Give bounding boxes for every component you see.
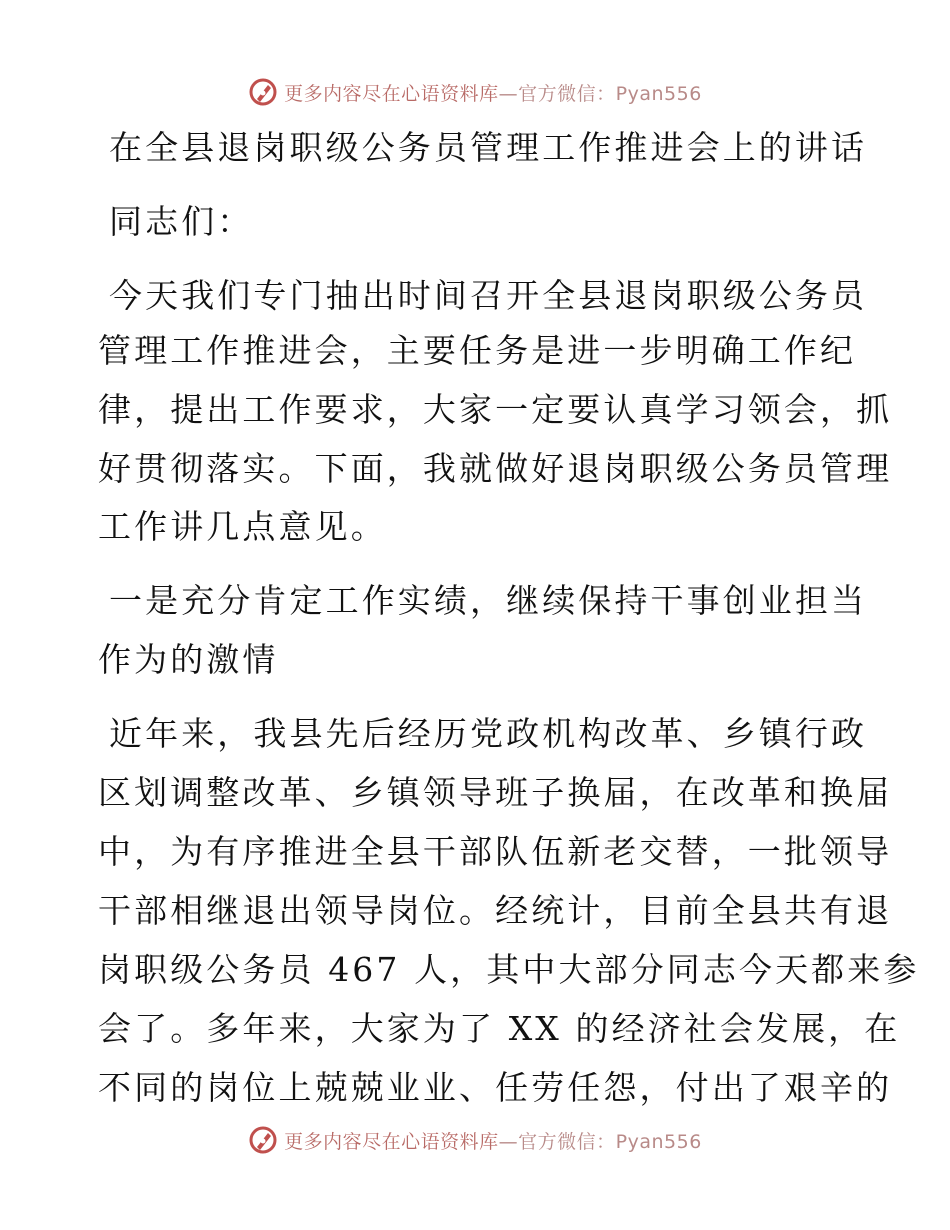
watermark-text: 更多内容尽在心语资料库—官方微信：Pyan556 (284, 1130, 702, 1153)
paragraph-3-line-1: 近年来，我县先后经历党政机构改革、乡镇行政 (109, 714, 868, 753)
paragraph-1-line-5: 工作讲几点意见。 (98, 507, 387, 546)
paragraph-1-line-2: 管理工作推进会，主要任务是进一步明确工作纪 (98, 331, 857, 370)
paragraph-1-line-3: 律，提出工作要求，大家一定要认真学习领会，抓 (98, 390, 893, 429)
paragraph-3-line-2: 区划调整改革、乡镇领导班子换届，在改革和换届 (98, 773, 893, 812)
paragraph-3-line-6: 会了。多年来，大家为了 XX 的经济社会发展，在 (98, 1009, 901, 1048)
section-heading-line-2: 作为的激情 (98, 640, 279, 679)
header-watermark (0, 72, 950, 112)
salutation: 同志们： (109, 202, 254, 241)
pen-logo-icon (248, 77, 278, 107)
footer-watermark (0, 1120, 950, 1160)
section-heading-line-1: 一是充分肯定工作实绩，继续保持干事创业担当 (109, 581, 868, 620)
pen-logo-icon (248, 1125, 278, 1155)
paragraph-3-line-3: 中，为有序推进全县干部队伍新老交替，一批领导 (98, 832, 893, 871)
paragraph-3-line-7: 不同的岗位上兢兢业业、任劳任怨，付出了艰辛的 (98, 1068, 893, 1107)
paragraph-3-line-5: 岗职级公务员 467 人，其中大部分同志今天都来参 (98, 950, 920, 989)
watermark-text: 更多内容尽在心语资料库—官方微信：Pyan556 (284, 82, 702, 105)
paragraph-1-line-4: 好贯彻落实。下面，我就做好退岗职级公务员管理 (98, 449, 893, 488)
document-title: 在全县退岗职级公务员管理工作推进会上的讲话 (109, 128, 868, 167)
paragraph-1-line-1: 今天我们专门抽出时间召开全县退岗职级公务员 (109, 276, 868, 315)
paragraph-3-line-4: 干部相继退出领导岗位。经统计，目前全县共有退 (98, 891, 893, 930)
